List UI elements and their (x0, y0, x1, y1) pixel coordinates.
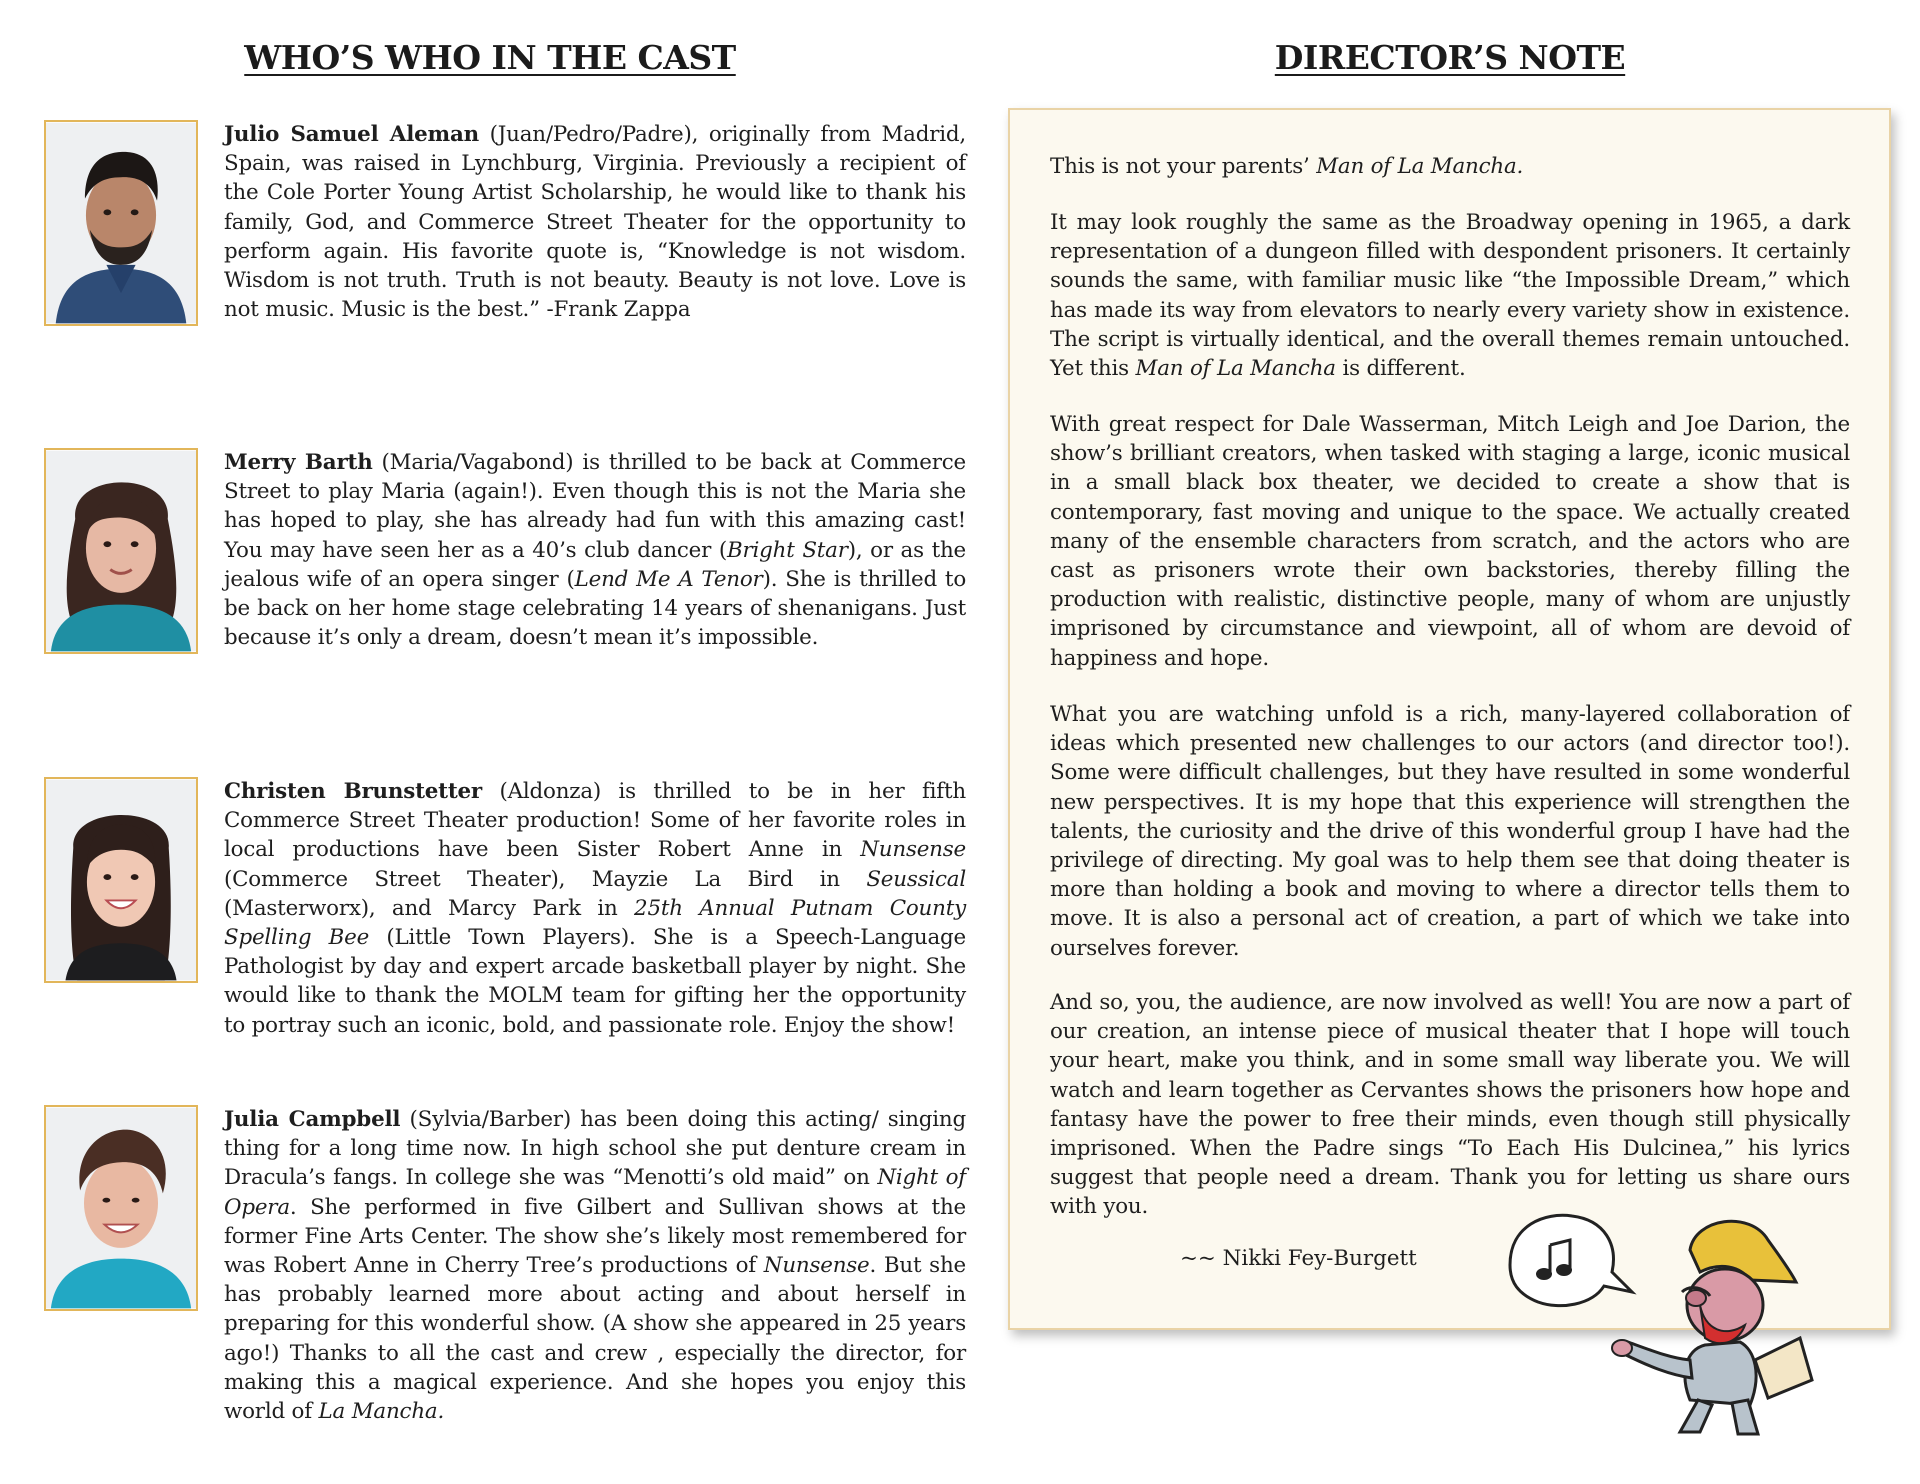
show-title: Bright Star (727, 537, 848, 563)
singing-knight-illustration (1500, 1210, 1840, 1440)
note-paragraph: And so, you, the audience, are now involved as well! You are now a part of our creation, an intense piece of musical theater that I hope will touch your heart, make you think, and in some small way liberate you. We will watch and learn together as Cervantes shows the prisoners how hope and fantasy have the power to free their minds, even though still physically imprisoned. When the Padre sings “To Each His Dulcinea,” his lyrics suggest that people need a dream. Thank you for letting us share ours with you. (1050, 990, 1850, 1220)
note-paragraph: With great respect for Dale Wasserman, Mitch Leigh and Joe Darion, the show’s brilliant creators, when tasked with staging a large, iconic musical in a small black box theater, we decided to create a show that is contemporary, fast moving and unique to the space. We actually created many of the ensemble characters from scratch, and the actors who are cast as prisoners wrote their own backstories, thereby filling the production with realistic, distinctive people, many of whom are unjustly imprisoned by circumstance and viewpoint, all of whom are devoid of happiness and hope. (1050, 412, 1850, 671)
bio-text: (Commerce Street Theater), Mayzie La Bird in (224, 866, 867, 892)
bio-text: ). She is thrilled to be back on her home stage celebrating 14 years of shenanigans. Just because it’s only a dream, doesn’t mean it’s impossible. (224, 566, 966, 651)
cast-name: Christen Brunstetter (224, 779, 483, 804)
cast-name: Merry Barth (224, 450, 373, 475)
show-title: 25th Annual Putnam County Spelling Bee (224, 895, 966, 951)
show-title: Nunsense (860, 837, 966, 863)
bio-text: (Juan/Pedro/Padre), originally from Madrid, Spain, was raised in Lynchburg, Virginia. Previously a recipient of the Cole Porter Young Artist Scholarship, he would like to thank his family, God, and Commerce Street Theater for the opportunity to perform again. His favorite quote is, “Knowledge is not wisdom. Wisdom is not truth. Truth is not beauty. Beauty is not love. Love is not music. Music is the best.” -Frank Zappa (224, 122, 966, 323)
bio-text: (Masterworx), and Marcy Park in (224, 895, 635, 921)
show-title: Nunsense (763, 1253, 870, 1279)
cast-bio (224, 777, 966, 1040)
cast-bio (224, 448, 966, 652)
note-text: is different. (1335, 356, 1466, 382)
cast-heading: WHO’S WHO IN THE CAST (244, 38, 736, 77)
cast-name: Julio Samuel Aleman (224, 122, 479, 147)
bio-text: (Sylvia/Barber) has been doing this acting/ singing thing for a long time now. In high school she put denture cream in Dracula’s fangs. In college she was “Menotti’s old maid” on (224, 1107, 966, 1191)
note-text: This is not your parents’ (1050, 154, 1317, 179)
headshot-photo (44, 1105, 198, 1311)
headshot-photo (44, 120, 198, 326)
note-paragraph: What you are watching unfold is a rich, many-layered collaboration of ideas which presented new challenges to our actors (and director too!). Some were difficult challenges, but they have resulted in some wonderful new perspectives. It is my hope that this experience will strengthen the talents, the curiosity and the drive of this wonderful group I have had the privilege of directing. My goal was to help them see that doing theater is more than holding a book and moving to where a director tells them to move. It is also a personal act of creation, a part of which we take into ourselves forever. (1050, 702, 1850, 961)
show-title: Seussical (866, 866, 966, 892)
bio-text: ), or as the jealous wife of an opera singer ( (224, 537, 966, 592)
show-title: Man of La Mancha (1135, 356, 1336, 382)
bio-text: (Maria/Vagabond) is thrilled to be back at Commerce Street to play Maria (again!). Even though this is not the Maria she has hoped to play, she has already had fun with this amazing cast! You may have seen her as a 40’s club dancer ( (224, 450, 966, 563)
headshot-photo (44, 448, 198, 654)
note-text: It may look roughly the same as the Broadway opening in 1965, a dark representation of a dungeon filled with despondent prisoners. It certainly sounds the same, with familiar music like “the Impossible Dream,” which has made its way from elevators to nearly every variety show in existence. The script is virtually identical, and the overall themes remain untouched. Yet this (1050, 210, 1850, 382)
director-signature: ~~ Nikki Fey-Burgett (1180, 1246, 1417, 1271)
note-paragraph (1050, 208, 1850, 383)
bio-text: . She performed in five Gilbert and Sullivan shows at the former Fine Arts Center. The show she’s likely most remembered for was Robert Anne in Cherry Tree’s productions of (224, 1194, 966, 1279)
cast-name: Julia Campbell (224, 1107, 401, 1132)
show-title: La Mancha. (318, 1399, 445, 1425)
bio-text: (Little Town Players). She is a Speech-Language Pathologist by day and expert arcade basketball player by night. She would like to thank the MOLM team for gifting her the opportunity to portray such an iconic, bold, and passionate role. Enjoy the show! (224, 925, 966, 1038)
directors-note-heading: DIRECTOR’S NOTE (1274, 38, 1626, 77)
bio-text: (Aldonza) is thrilled to be in her fifth Commerce Street Theater production! Some of her favorite roles in local productions have been Sister Robert Anne in (224, 779, 966, 863)
show-title: Night of Opera (224, 1165, 967, 1220)
show-title: Man of La Mancha. (1316, 154, 1524, 179)
directors-note-box (1008, 108, 1891, 1330)
cast-bio (224, 1105, 966, 1426)
bio-text: . But she has probably learned more about acting and about herself in preparing for this wonderful show. (A show she appeared in 25 years ago!) Thanks to all the cast and crew , especially the director, for making this a magical experience. And she hopes you enjoy this world of (224, 1253, 966, 1425)
cast-bio (224, 120, 966, 324)
headshot-photo (44, 777, 198, 983)
note-paragraph (1050, 152, 1850, 181)
show-title: Lend Me A Tenor (574, 566, 763, 592)
